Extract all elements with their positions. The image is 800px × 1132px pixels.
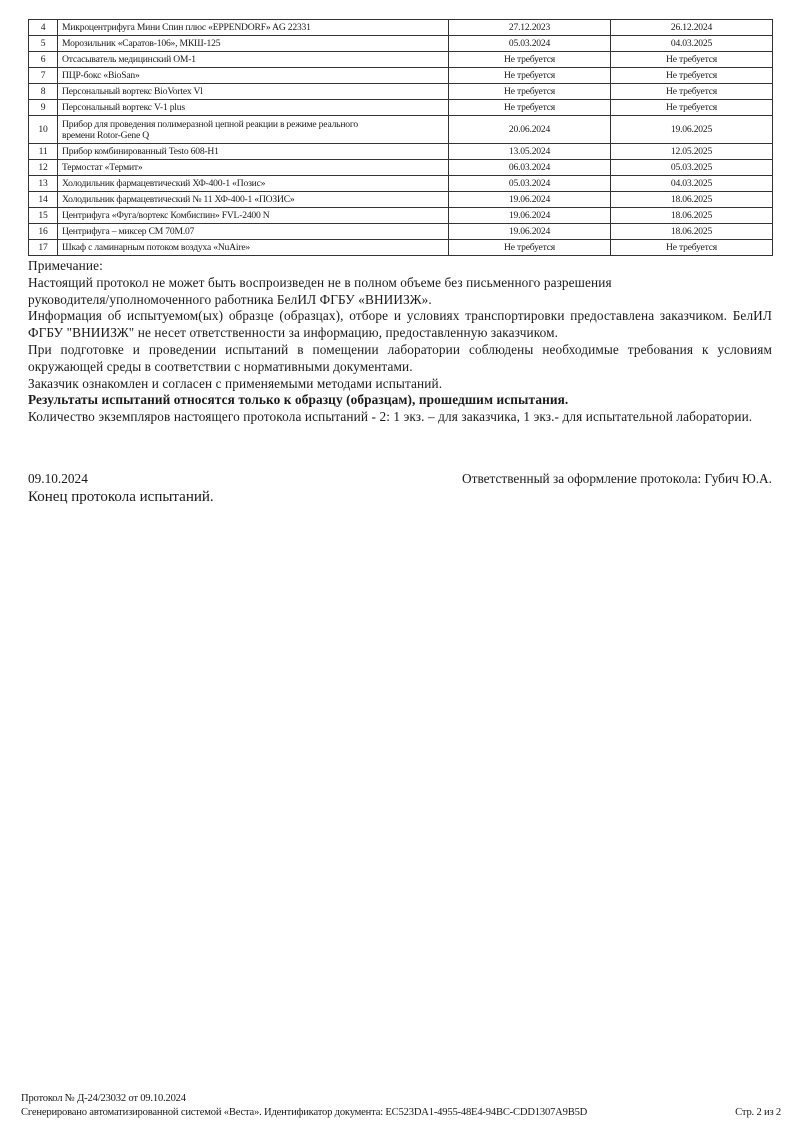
row-number: 9 xyxy=(29,100,58,116)
equipment-name: Морозильник «Саратов-106», МКШ-125 xyxy=(58,36,449,52)
note-copies-count: Количество экземпляров настоящего протокола испытаний - 2: 1 экз. – для заказчика, 1 экз.- для испытательной лаборатории. xyxy=(28,409,753,425)
date-to: Не требуется xyxy=(611,68,773,84)
date-to: 18.06.2025 xyxy=(611,224,773,240)
date-from: 20.06.2024 xyxy=(449,116,611,144)
table-row xyxy=(29,192,773,208)
end-of-protocol: Конец протокола испытаний. xyxy=(28,489,214,505)
date-from: 05.03.2024 xyxy=(449,36,611,52)
row-number: 14 xyxy=(29,192,58,208)
date-to: 04.03.2025 xyxy=(611,36,773,52)
date-to: 12.05.2025 xyxy=(611,144,773,160)
date-from: 19.06.2024 xyxy=(449,208,611,224)
footer-generated-by: Сгенерировано автоматизированной системой «Веста». Идентификатор документа: EC523DA1-4955-48E4-94BC-CDD1307A9B5D xyxy=(21,1107,588,1118)
date-to: Не требуется xyxy=(611,240,773,256)
row-number: 10 xyxy=(29,116,58,144)
table-row xyxy=(29,20,773,36)
equipment-name-line-1: Прибор для проведения полимеразной цепной реакции в режиме реального xyxy=(62,118,358,130)
equipment-name: ПЦР-бокс «BioSan» xyxy=(58,68,449,84)
row-number: 4 xyxy=(29,20,58,36)
date-from: Не требуется xyxy=(449,84,611,100)
row-number: 5 xyxy=(29,36,58,52)
notes-section xyxy=(28,258,772,426)
table-row xyxy=(29,84,773,100)
footer-protocol-number: Протокол № Д-24/23032 от 09.10.2024 xyxy=(21,1093,186,1104)
date-to: 04.03.2025 xyxy=(611,176,773,192)
row-number: 16 xyxy=(29,224,58,240)
date-from: 19.06.2024 xyxy=(449,192,611,208)
date-from: 19.06.2024 xyxy=(449,224,611,240)
row-number: 11 xyxy=(29,144,58,160)
table-row xyxy=(29,36,773,52)
date-to: Не требуется xyxy=(611,52,773,68)
date-from: Не требуется xyxy=(449,68,611,84)
row-number: 12 xyxy=(29,160,58,176)
note-results-scope: Результаты испытаний относятся только к образцу (образцам), прошедшим испытания. xyxy=(28,392,569,408)
date-to: 19.06.2025 xyxy=(611,116,773,144)
equipment-name: Термостат «Термит» xyxy=(58,160,449,176)
table-row xyxy=(29,208,773,224)
date-from: 06.03.2024 xyxy=(449,160,611,176)
date-from: Не требуется xyxy=(449,52,611,68)
row-number: 13 xyxy=(29,176,58,192)
table-row xyxy=(29,176,773,192)
date-from: 05.03.2024 xyxy=(449,176,611,192)
row-number: 6 xyxy=(29,52,58,68)
note-reproduction-line-2: руководителя/уполномоченного работника БелИЛ ФГБУ «ВНИИЗЖ». xyxy=(28,291,432,307)
signature-date: 09.10.2024 xyxy=(28,471,88,486)
equipment-name: Персональный вортекс V-1 plus xyxy=(58,100,449,116)
equipment-name: Холодильник фармацевтический № 11 ХФ-400-1 «ПОЗИС» xyxy=(58,192,449,208)
table-row xyxy=(29,240,773,256)
equipment-table xyxy=(28,19,773,256)
equipment-name: Шкаф с ламинарным потоком воздуха «NuAire» xyxy=(58,240,449,256)
note-methods-agreement: Заказчик ознакомлен и согласен с применяемыми методами испытаний. xyxy=(28,375,443,391)
table-row xyxy=(29,52,773,68)
equipment-name: Отсасыватель медицинский ОМ-1 xyxy=(58,52,449,68)
date-to: 05.03.2025 xyxy=(611,160,773,176)
date-to: 18.06.2025 xyxy=(611,192,773,208)
notes-heading: Примечание: xyxy=(28,258,103,273)
table-row xyxy=(29,100,773,116)
equipment-name: Прибор комбинированный Testo 608-H1 xyxy=(58,144,449,160)
equipment-name: Холодильник фармацевтический ХФ-400-1 «Позис» xyxy=(58,176,449,192)
page-footer xyxy=(21,1092,781,1120)
date-from: Не требуется xyxy=(449,100,611,116)
equipment-name-line-2: времени Rotor-Gene Q xyxy=(62,129,150,141)
row-number: 7 xyxy=(29,68,58,84)
footer-page-number: Стр. 2 из 2 xyxy=(735,1107,781,1118)
equipment-name: Микроцентрифуга Мини Спин плюс «EPPENDORF» AG 22331 xyxy=(58,20,449,36)
date-to: 18.06.2025 xyxy=(611,208,773,224)
date-to: Не требуется xyxy=(611,84,773,100)
table-row xyxy=(29,116,773,144)
date-from: 27.12.2023 xyxy=(449,20,611,36)
date-to: Не требуется xyxy=(611,100,773,116)
table-row xyxy=(29,160,773,176)
row-number: 15 xyxy=(29,208,58,224)
note-environment: При подготовке и проведении испытаний в помещении лаборатории соблюдены необходимые требования к условиям окружающей среды в соответствии с нормативными документами. xyxy=(28,341,772,374)
equipment-name: Центрифуга «Фуга/вортекс Комбиспин» FVL-2400 N xyxy=(58,208,449,224)
note-reproduction-line-1: Настоящий протокол не может быть воспроизведен не в полном объеме без письменного разрешения xyxy=(28,274,612,290)
date-from: Не требуется xyxy=(449,240,611,256)
date-to: 26.12.2024 xyxy=(611,20,773,36)
equipment-name: Персональный вортекс BioVortex Vl xyxy=(58,84,449,100)
table-row xyxy=(29,144,773,160)
table-row xyxy=(29,224,773,240)
row-number: 17 xyxy=(29,240,58,256)
date-from: 13.05.2024 xyxy=(449,144,611,160)
responsible-person: Ответственный за оформление протокола: Губич Ю.А. xyxy=(462,471,772,486)
note-sample-info: Информация об испытуемом(ых) образце (образцах), отборе и условиях транспортировки предоставлена заказчиком. БелИЛ ФГБУ "ВНИИЗЖ" не несет ответственности за информацию, предоставленную заказчиком. xyxy=(28,308,772,341)
row-number: 8 xyxy=(29,84,58,100)
equipment-name xyxy=(58,116,449,144)
equipment-name: Центрифуга – миксер СМ 70М.07 xyxy=(58,224,449,240)
table-row xyxy=(29,68,773,84)
